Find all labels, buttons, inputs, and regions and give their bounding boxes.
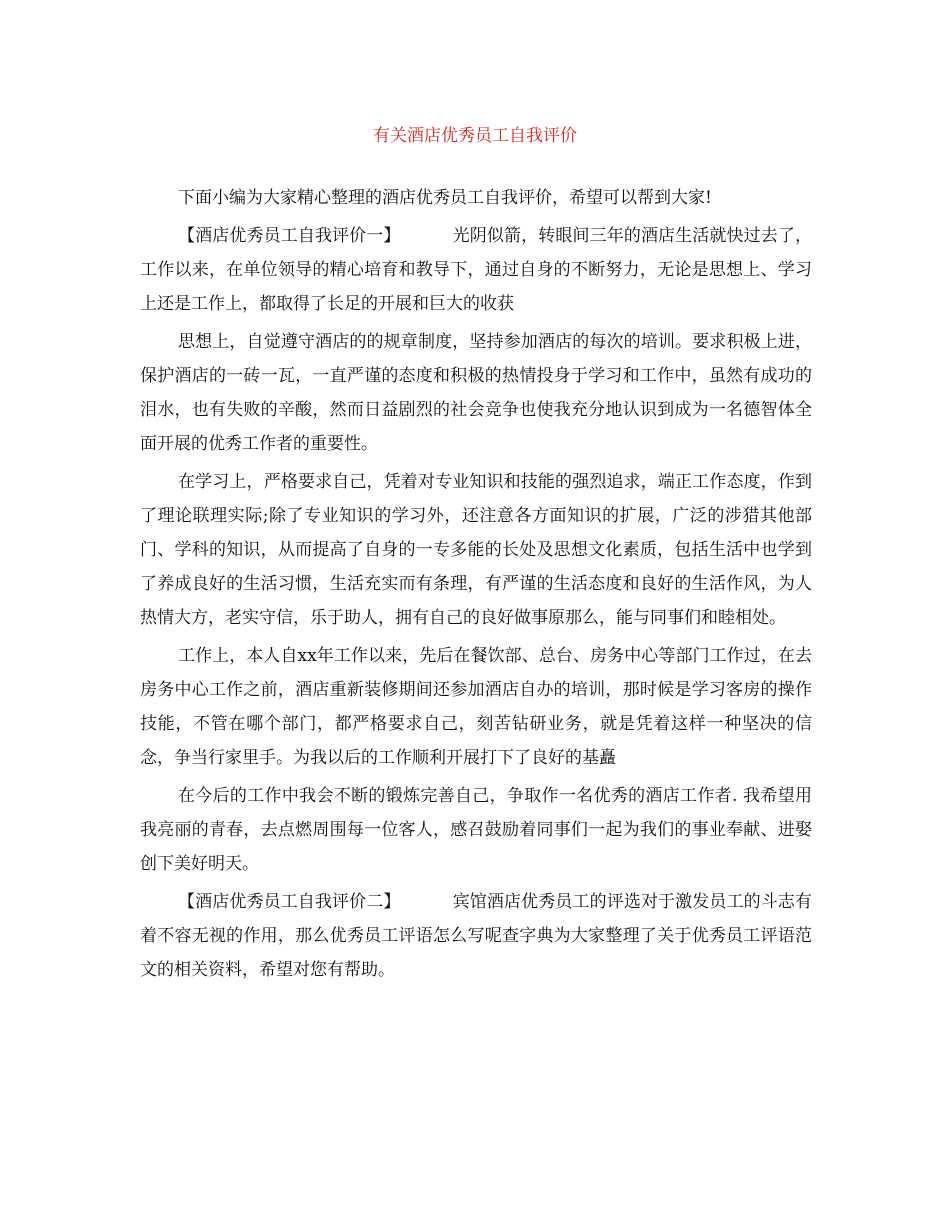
section2-paragraph: [140, 885, 812, 987]
section1-heading: 【酒店优秀员工自我评价一】: [178, 226, 401, 246]
document-title: 有关酒店优秀员工自我评价: [373, 126, 577, 146]
intro-paragraph: 下面小编为大家精心整理的酒店优秀员工自我评价，希望可以帮到大家!: [178, 188, 712, 208]
thought-paragraph: 思想上，自觉遵守酒店的的规章制度，坚持参加酒店的每次的培训。要求积极上进，保护酒店的一砖一瓦，一直严谨的态度和积极的热情投身于学习和工作中，虽然有成功的泪水，也有失败的辛酸，然而日益剧烈的社会竞争也使我充分地认识到成为一名德智体全面开展的优秀工作者的重要性。: [140, 332, 812, 454]
study-paragraph: 在学习上，严格要求自己，凭着对专业知识和技能的强烈追求，端正工作态度，作到了理论联理实际;除了专业知识的学习外，还注意各方面知识的扩展，广泛的涉猎其他部门、学科的知识，从而提高了自身的一专多能的长处及思想文化素质，包括生活中也学到了养成良好的生活习惯，生活充实而有条理，有严谨的生活态度和良好的生活作风，为人热情大方，老实守信，乐于助人，拥有自己的良好做事原那么，能与同事们和睦相处。: [140, 472, 812, 628]
document-body: [140, 181, 812, 991]
work-paragraph: 工作上，本人自xx年工作以来，先后在餐饮部、总台、房务中心等部门工作过，在去房务中心工作之前，酒店重新装修期间还参加酒店自办的培训，那时候是学习客房的操作技能，不管在哪个部门，都严格要求自己，刻苦钻研业务，就是凭着这样一种坚决的信念，争当行家里手。为我以后的工作顺利开展打下了良好的基矗: [140, 646, 812, 768]
section2-lead: 宾馆酒店优秀员工的评选对于激发员工的斗志有着不容无视的作用，那么优秀员工评语怎么写呢查字典为大家整理了关于优秀员工评语范文的相关资料，希望对您有帮助。: [140, 892, 813, 980]
section2-heading: 【酒店优秀员工自我评价二】: [178, 892, 401, 912]
section1-paragraph: [140, 219, 812, 321]
future-paragraph: 在今后的工作中我会不断的锻炼完善自己，争取作一名优秀的酒店工作者. 我希望用我亮丽的青春，去点燃周围每一位客人，感召鼓励着同事们一起为我们的事业奉献、进娶创下美好明天。: [140, 786, 812, 874]
section1-lead: 光阴似箭，转眼间三年的酒店生活就快过去了，工作以来，在单位领导的精心培育和教导下，通过自身的不断努力，无论是思想上、学习上还是工作上，都取得了长足的开展和巨大的收获: [140, 226, 813, 314]
